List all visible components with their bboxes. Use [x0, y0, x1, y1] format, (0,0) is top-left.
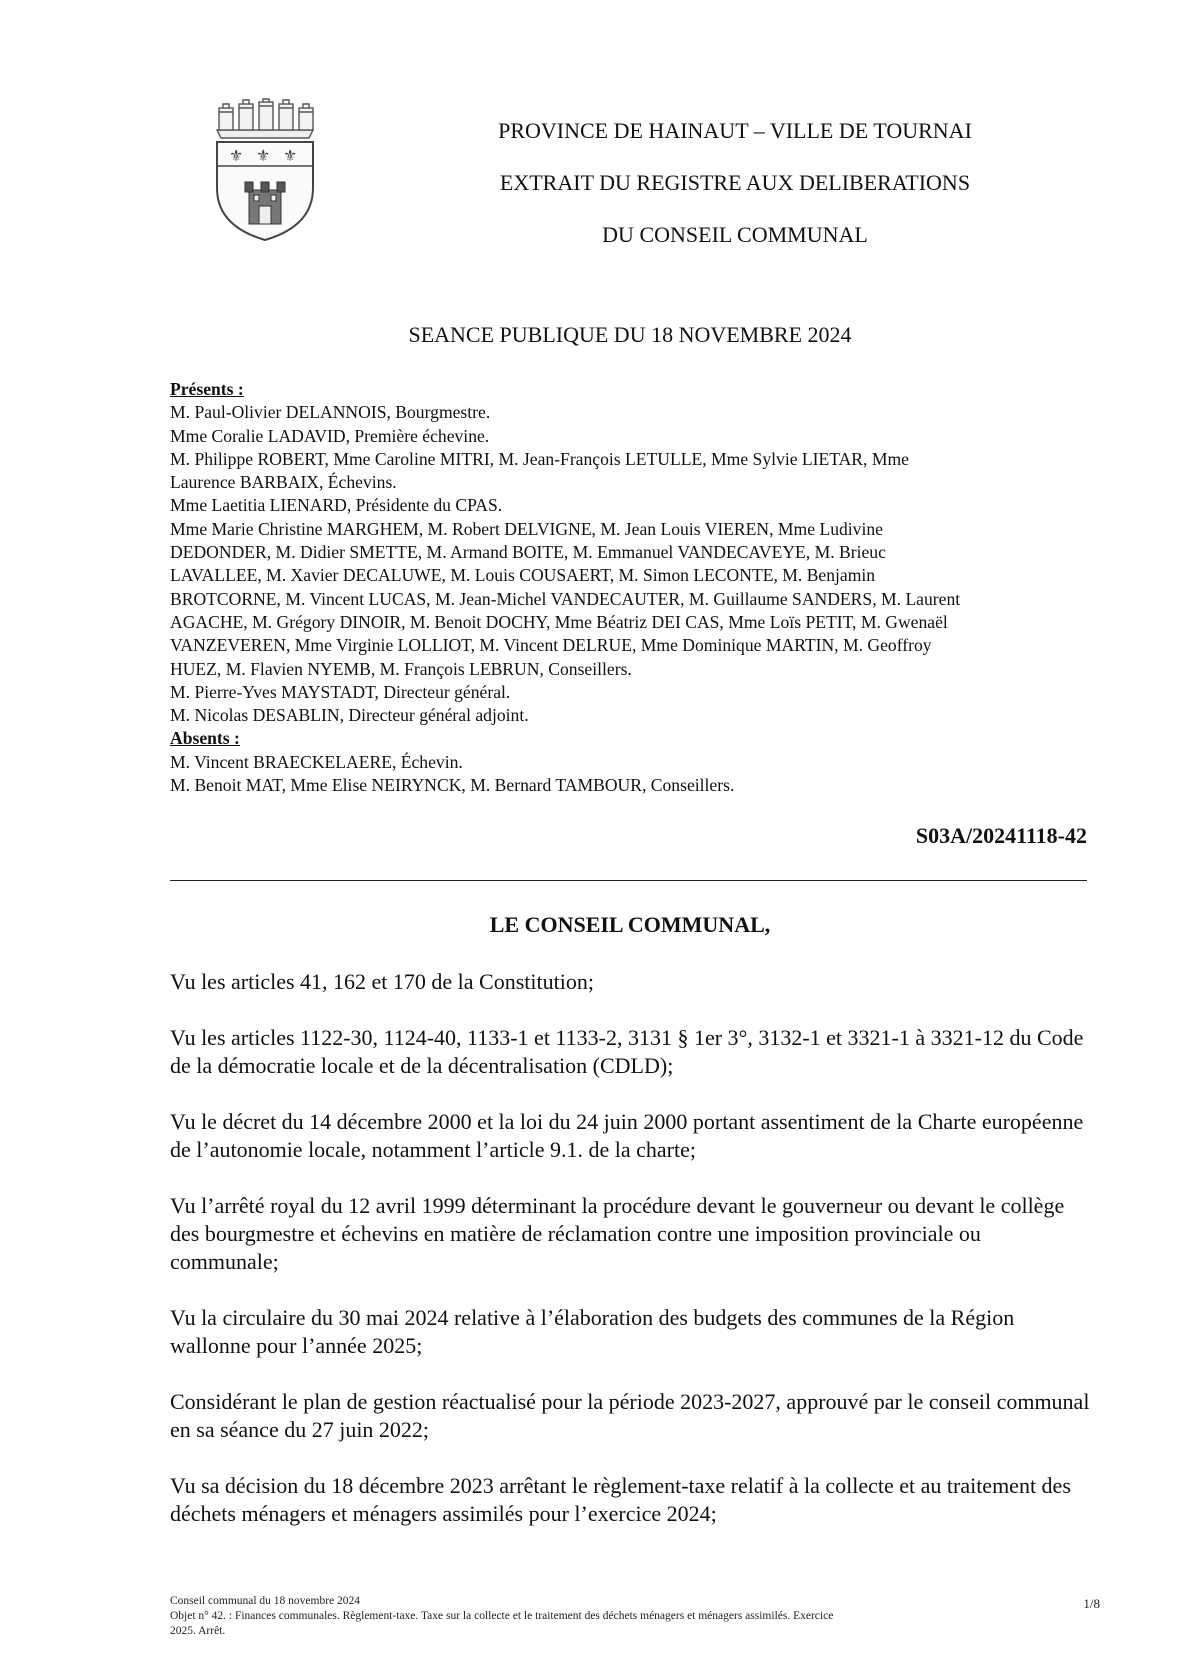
presents-label: Présents :	[170, 379, 244, 399]
deliberation-reference: S03A/20241118-42	[915, 823, 1087, 848]
svg-text:⚜: ⚜	[256, 146, 271, 165]
paragraph: Vu sa décision du 18 décembre 2023 arrêtant le règlement-taxe relatif à la collecte et au traitement des déchets ménagers et ménagers assimilés pour l’exercice 2024;	[170, 1473, 1071, 1526]
absents-label: Absents :	[170, 728, 240, 749]
presents-line: VANZEVEREN, Mme Virginie LOLLIOT, M. Vincent DELRUE, Mme Dominique MARTIN, M. Geoffroy	[170, 635, 932, 656]
header-province: PROVINCE DE HAINAUT – VILLE DE TOURNAI	[498, 118, 972, 143]
presents-line: M. Paul-Olivier DELANNOIS, Bourgmestre.	[170, 402, 491, 423]
presents-line: Laurence BARBAIX, Échevins.	[170, 472, 397, 493]
page-number: 1/8	[1083, 1596, 1100, 1611]
svg-text:⚜: ⚜	[283, 146, 298, 165]
paragraph: Vu la circulaire du 30 mai 2024 relative à l’élaboration des budgets des communes de la Région wallonne pour l’année 2025;	[170, 1305, 1015, 1358]
attendance-section	[170, 378, 1090, 797]
paragraph: Vu l’arrêté royal du 12 avril 1999 déterminant la procédure devant le gouverneur ou devant le collège des bourgmestre et échevins en matière de réclamation contre une imposition provinciale ou communale;	[170, 1193, 1065, 1274]
presents-line: Mme Laetitia LIENARD, Présidente du CPAS.	[170, 495, 503, 516]
presents-line: BROTCORNE, M. Vincent LUCAS, M. Jean-Michel VANDECAUTER, M. Guillaume SANDERS, M. Laurent	[170, 588, 961, 609]
paragraph: Considérant le plan de gestion réactualisé pour la période 2023-2027, approuvé par le conseil communal en sa séance du 27 juin 2022;	[170, 1389, 1090, 1442]
header-register: EXTRAIT DU REGISTRE AUX DELIBERATIONS	[499, 170, 971, 195]
deliberation-body	[170, 968, 1090, 1556]
header-council: DU CONSEIL COMMUNAL	[602, 222, 868, 247]
absents-line: M. Vincent BRAECKELAERE, Échevin.	[170, 751, 463, 772]
footer-object-cont: 2025. Arrêt.	[170, 1625, 226, 1637]
page-footer	[170, 1594, 1100, 1639]
presents-line: DEDONDER, M. Didier SMETTE, M. Armand BOITE, M. Emmanuel VANDECAVEYE, M. Brieuc	[170, 542, 886, 563]
presents-line: Mme Marie Christine MARGHEM, M. Robert DELVIGNE, M. Jean Louis VIEREN, Mme Ludivine	[170, 518, 883, 539]
horizontal-divider	[170, 880, 1087, 881]
presents-line: HUEZ, M. Flavien NYEMB, M. François LEBRUN, Conseillers.	[170, 658, 632, 679]
presents-line: LAVALLEE, M. Xavier DECALUWE, M. Louis COUSAERT, M. Simon LECONTE, M. Benjamin	[170, 565, 876, 586]
seance-title: SEANCE PUBLIQUE DU 18 NOVEMBRE 2024	[408, 322, 852, 347]
footer-object: Objet n° 42. : Finances communales. Règlement-taxe. Taxe sur la collecte et le traitement des déchets ménagers et ménagers assimilés. Exercice	[170, 1610, 834, 1622]
presents-line: AGACHE, M. Grégory DINOIR, M. Benoit DOCHY, Mme Béatriz DEI CAS, Mme Loïs PETIT, M. Gwenaël	[170, 611, 948, 632]
presents-line: M. Nicolas DESABLIN, Directeur général adjoint.	[170, 705, 529, 726]
absents-line: M. Benoit MAT, Mme Elise NEIRYNCK, M. Bernard TAMBOUR, Conseillers.	[170, 775, 735, 796]
presents-line: Mme Coralie LADAVID, Première échevine.	[170, 425, 490, 446]
svg-text:⚜: ⚜	[229, 146, 244, 165]
paragraph: Vu les articles 1122-30, 1124-40, 1133-1 et 1133-2, 3131 § 1er 3°, 3132-1 et 3321-1 à 3321-12 du Code de la démocratie locale et de la décentralisation (CDLD);	[170, 1025, 1084, 1078]
presents-line: M. Pierre-Yves MAYSTADT, Directeur général.	[170, 681, 511, 702]
council-heading: LE CONSEIL COMMUNAL,	[489, 912, 771, 937]
paragraph: Vu le décret du 14 décembre 2000 et la loi du 24 juin 2000 portant assentiment de la Charte européenne de l’autonomie locale, notamment l’article 9.1. de la charte;	[170, 1109, 1084, 1162]
tournai-coat-of-arms-icon	[205, 98, 325, 243]
paragraph: Vu les articles 41, 162 et 170 de la Constitution;	[170, 969, 594, 994]
presents-line: M. Philippe ROBERT, Mme Caroline MITRI, M. Jean-François LETULLE, Mme Sylvie LIETAR, Mme	[170, 448, 909, 469]
footer-session: Conseil communal du 18 novembre 2024	[170, 1595, 361, 1607]
